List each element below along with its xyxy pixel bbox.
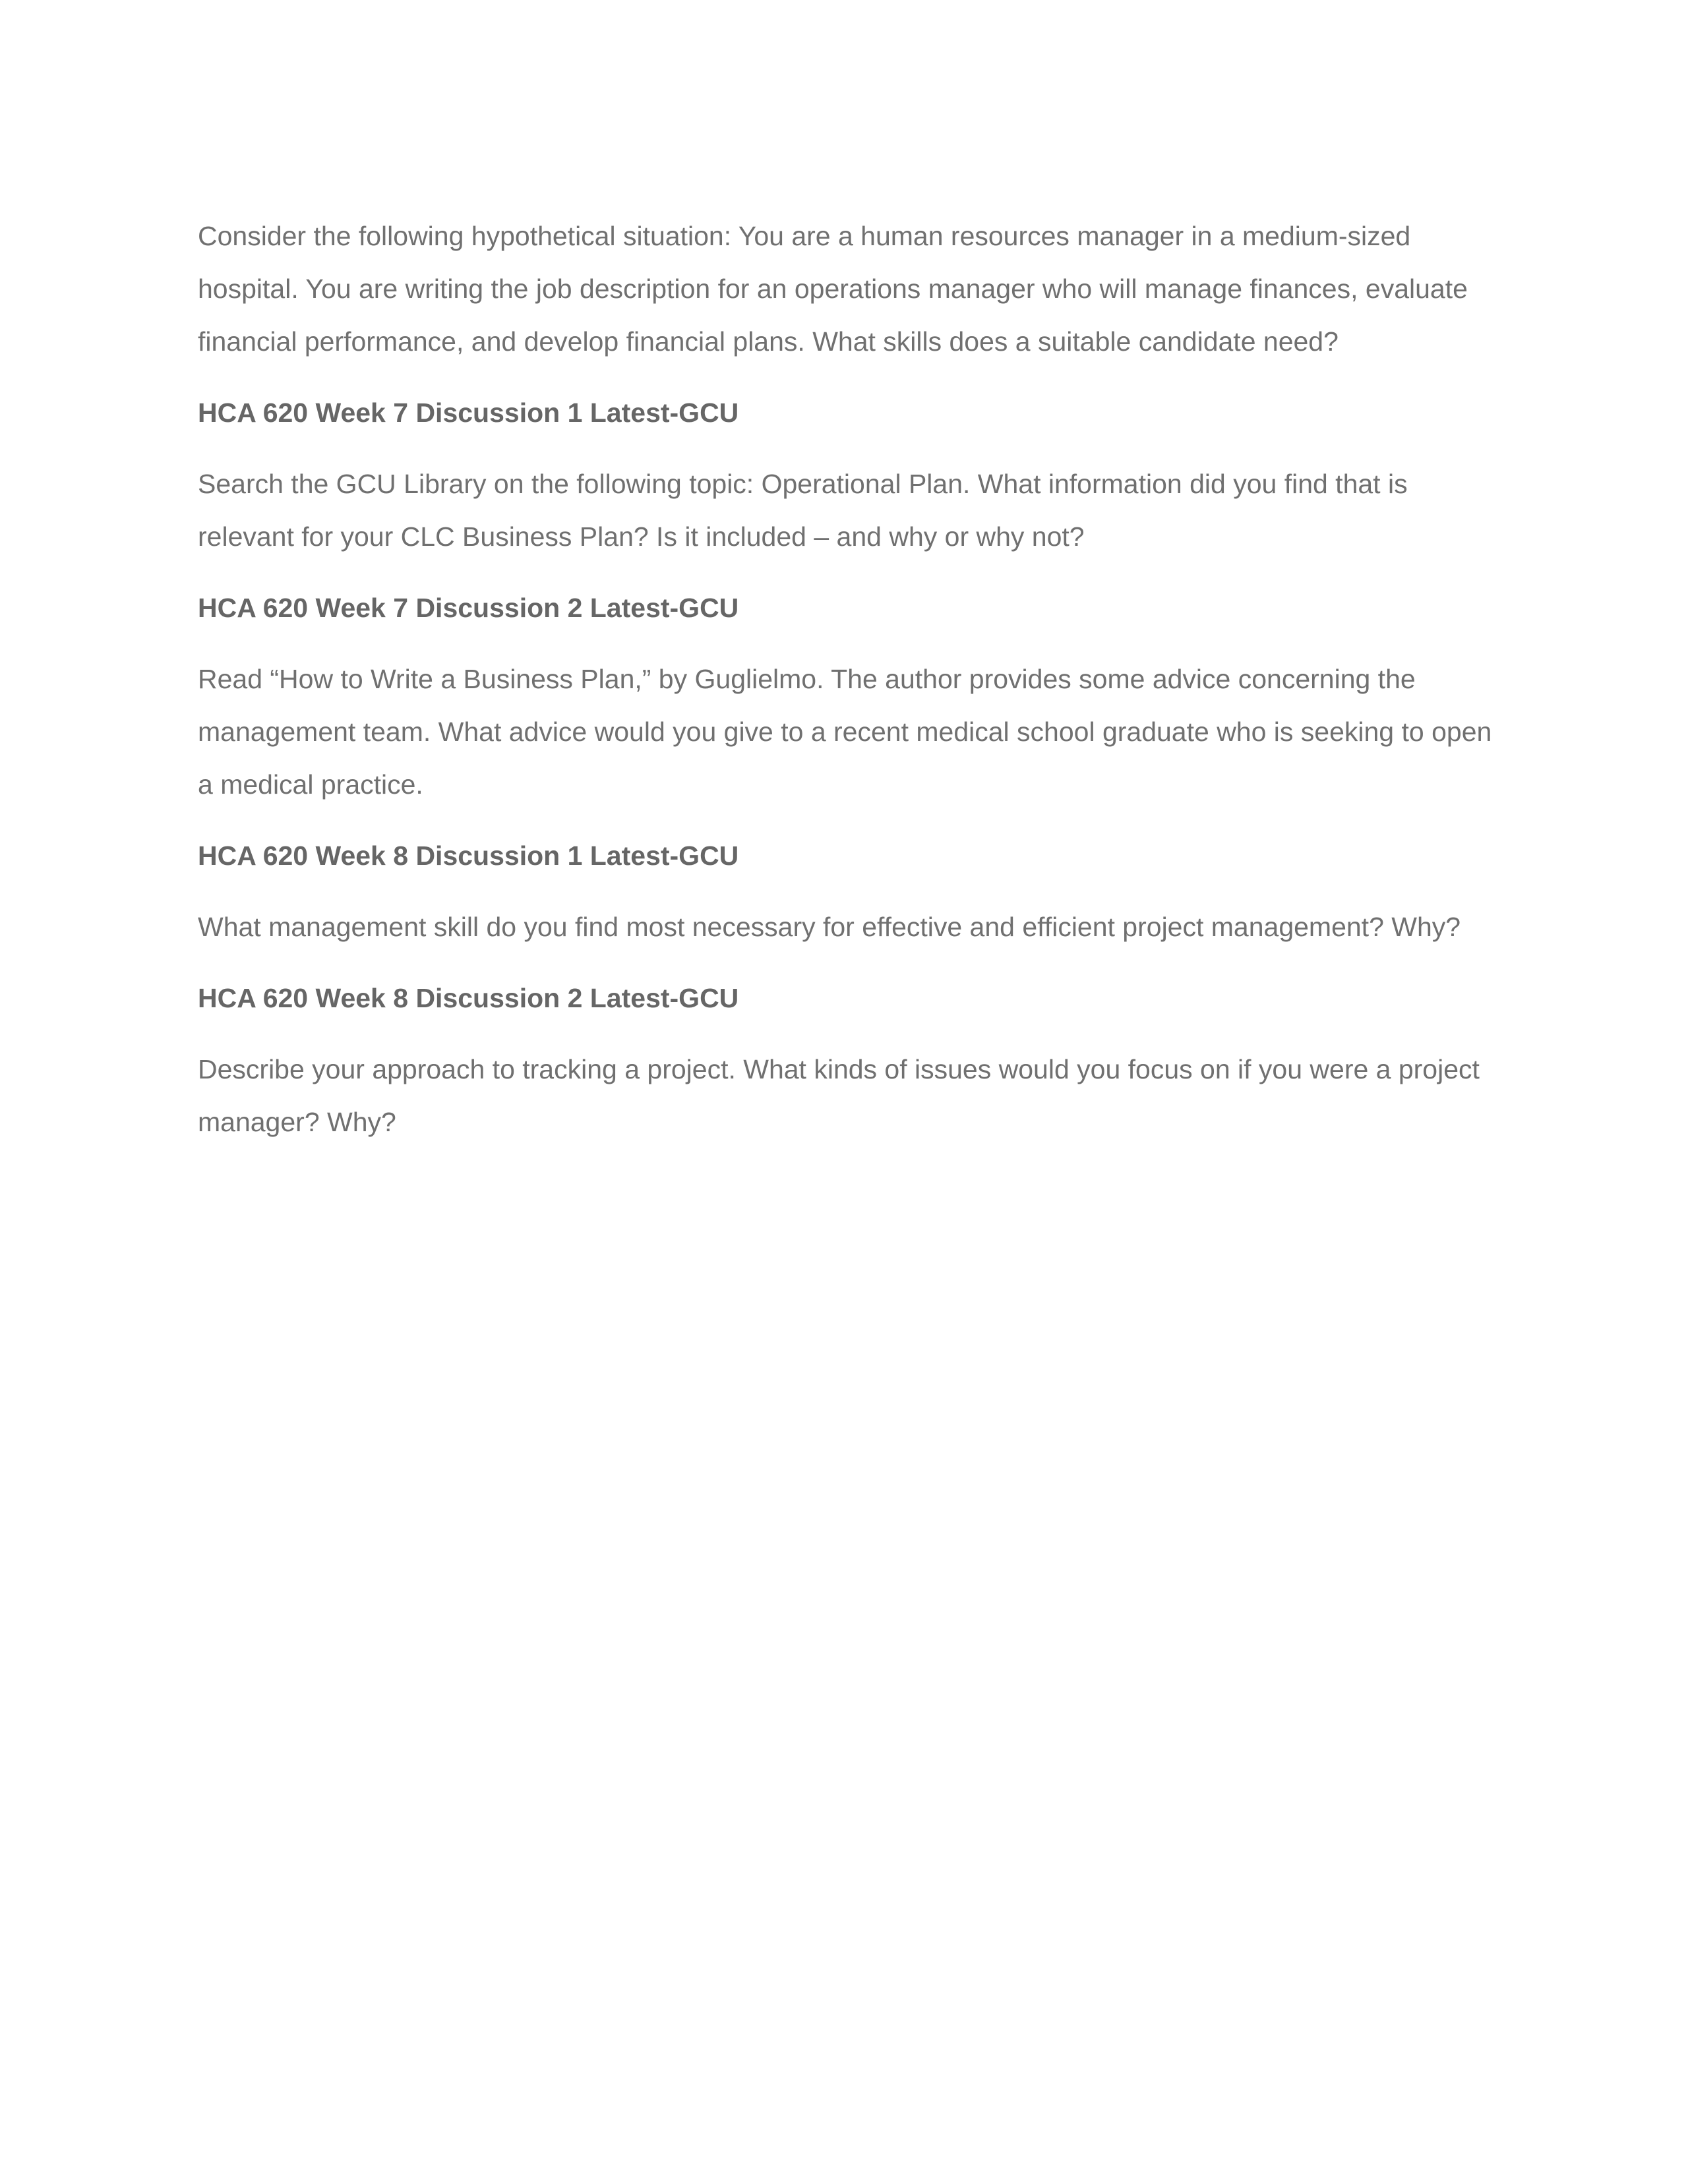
heading-week7-discussion1: HCA 620 Week 7 Discussion 1 Latest-GCU bbox=[198, 398, 739, 428]
heading-week7-discussion2: HCA 620 Week 7 Discussion 2 Latest-GCU bbox=[198, 593, 739, 623]
document-page bbox=[198, 210, 1503, 1167]
paragraph-management-skill: What management skill do you find most necessary for effective and efficient project management? Why? bbox=[198, 912, 1461, 942]
paragraph-gcu-library: Search the GCU Library on the following topic: Operational Plan. What information did you find that is relevant for your CLC Business Plan? Is it included – and why or why not? bbox=[198, 469, 1408, 552]
heading-week8-discussion2: HCA 620 Week 8 Discussion 2 Latest-GCU bbox=[198, 983, 739, 1013]
paragraph-operations-manager: Consider the following hypothetical situation: You are a human resources manager in a medium-sized hospital. You are writing the job description for an operations manager who will manage finances, evaluate financial performance, and develop financial plans. What skills does a suitable candidate need? bbox=[198, 221, 1468, 357]
paragraph-business-plan: Read “How to Write a Business Plan,” by Guglielmo. The author provides some advice concerning the management team. What advice would you give to a recent medical school graduate who is seeking to open a medical practice. bbox=[198, 664, 1492, 800]
heading-week8-discussion1: HCA 620 Week 8 Discussion 1 Latest-GCU bbox=[198, 841, 739, 871]
paragraph-tracking-project: Describe your approach to tracking a project. What kinds of issues would you focus on if you were a project manager? Why? bbox=[198, 1054, 1480, 1137]
